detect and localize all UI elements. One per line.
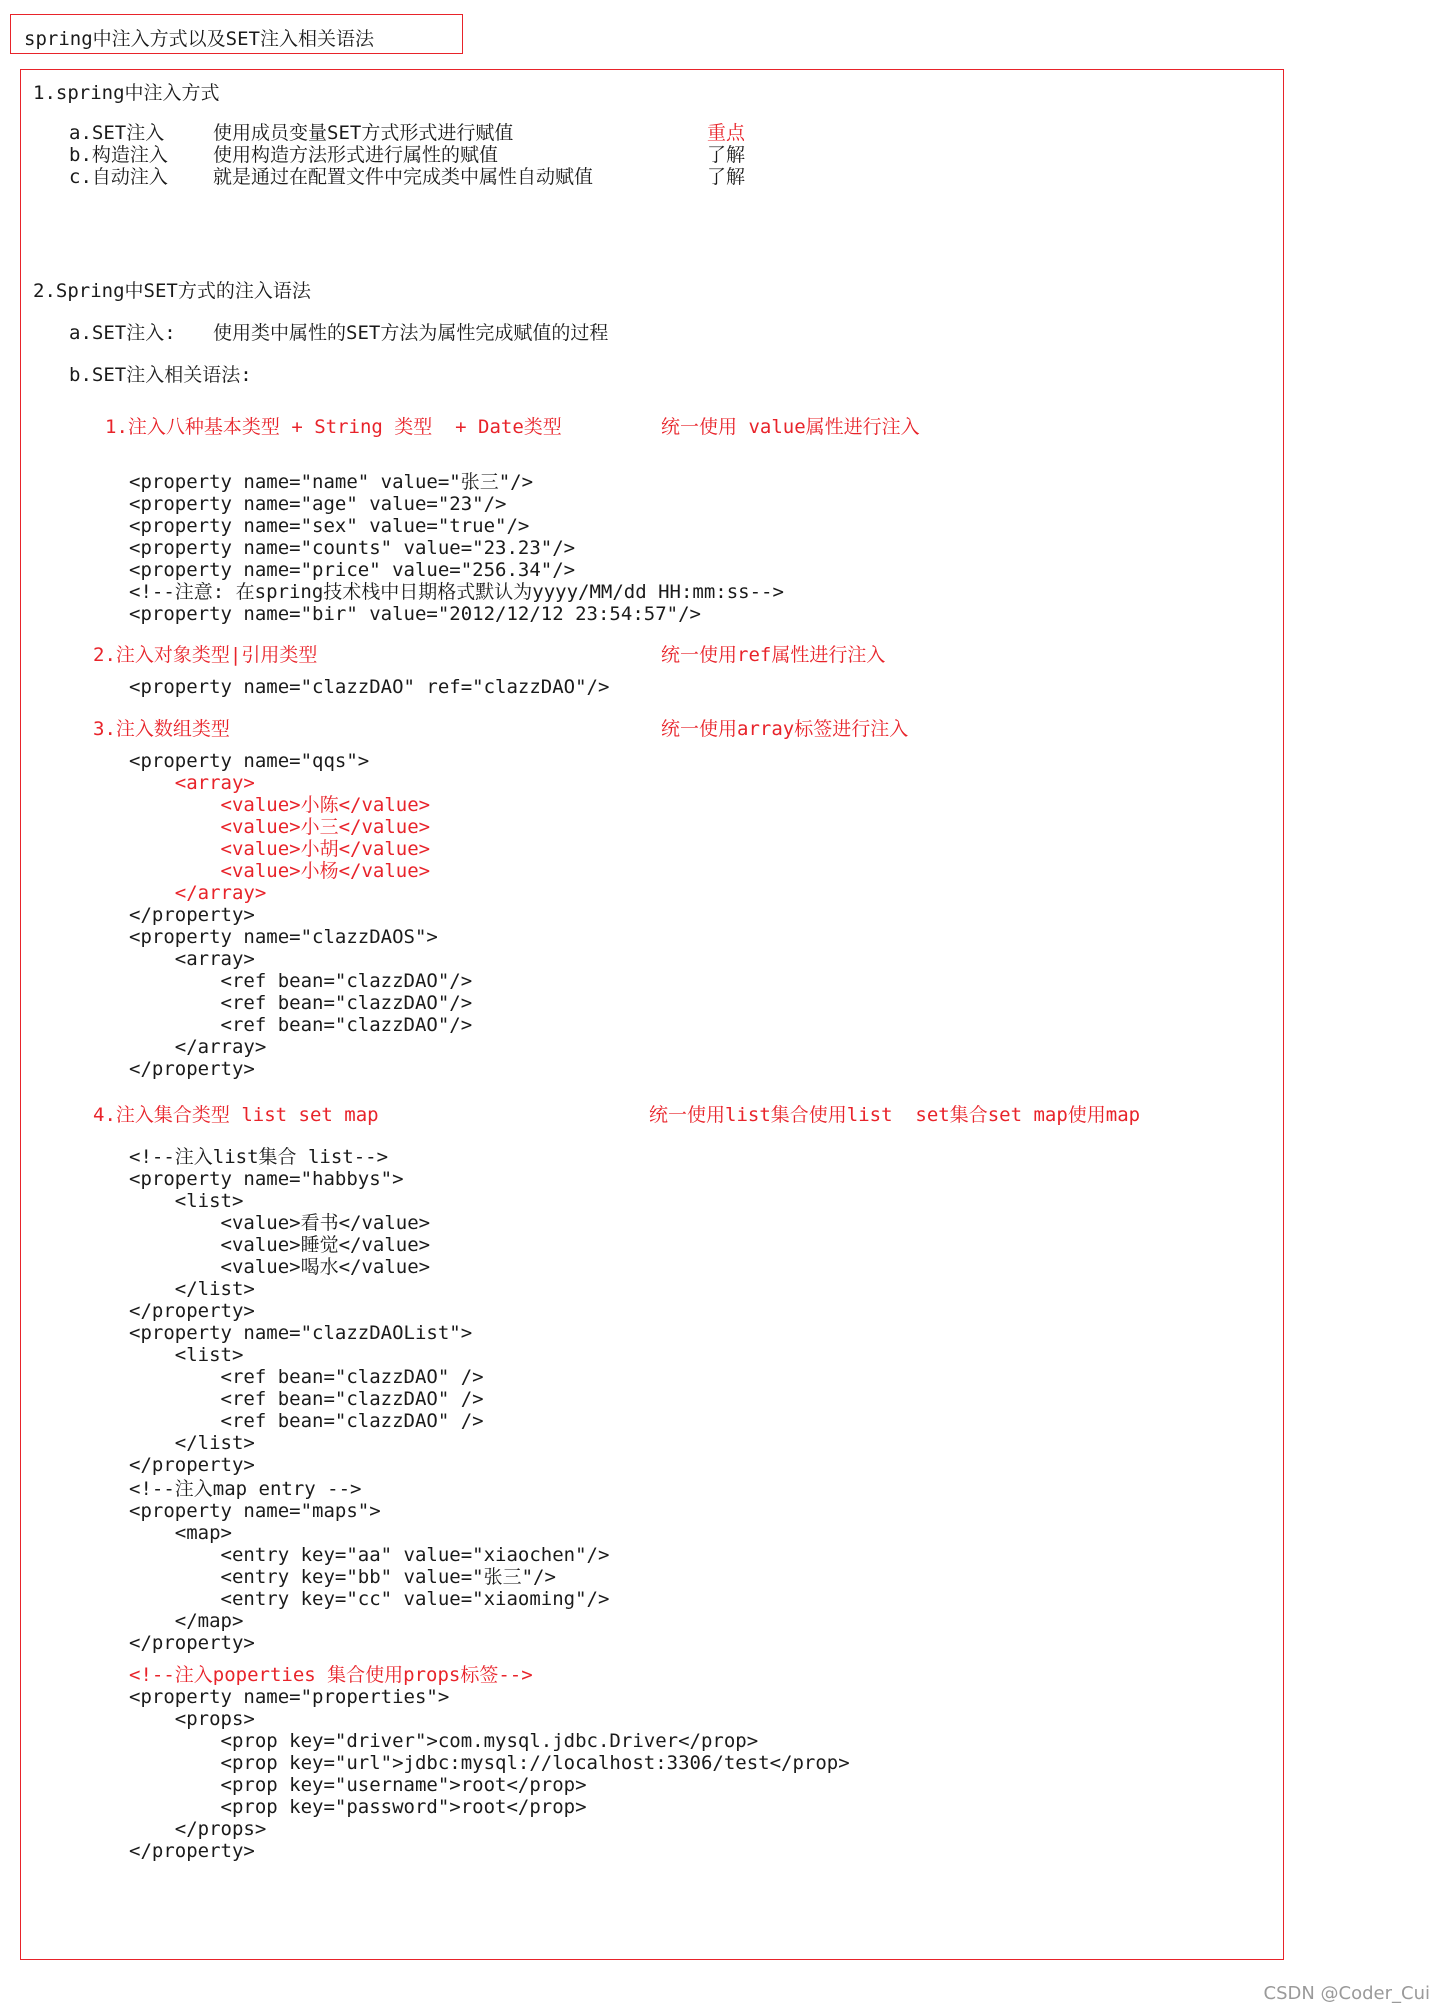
code-line: <props> — [129, 1708, 255, 1730]
code-line: <property name="clazzDAOList"> — [129, 1322, 473, 1344]
code-line: <ref bean="clazzDAO"/> — [129, 970, 473, 992]
code-line: <!--注入poperties 集合使用props标签--> — [129, 1664, 533, 1686]
code-line: <property name="maps"> — [129, 1500, 381, 1522]
code-line: <list> — [129, 1344, 244, 1366]
code-line: <property name="counts" value="23.23"/> — [129, 537, 576, 559]
code-line: <ref bean="clazzDAO"/> — [129, 992, 473, 1014]
watermark: CSDN @Coder_Cui — [1263, 1983, 1430, 2004]
subsection-heading: 2.注入对象类型|引用类型 — [93, 644, 318, 666]
code-line: <ref bean="clazzDAO"/> — [129, 1014, 473, 1036]
code-line: <!--注入list集合 list--> — [129, 1146, 389, 1168]
code-line: <array> — [129, 948, 255, 970]
code-line: </list> — [129, 1432, 255, 1454]
code-line: </property> — [129, 1454, 255, 1476]
title-box — [10, 14, 463, 54]
set-injection-label: a.SET注入: — [69, 322, 176, 344]
code-line: <!--注意: 在spring技术栈中日期格式默认为yyyy/MM/dd HH:mm:ss--> — [129, 581, 784, 603]
code-line: <property name="habbys"> — [129, 1168, 404, 1190]
section-heading: 1.spring中注入方式 — [33, 82, 220, 104]
subsection-heading: 1.注入八种基本类型 + String 类型 + Date类型 — [105, 416, 562, 438]
subsection-rule: 统一使用array标签进行注入 — [661, 718, 909, 740]
code-line: <map> — [129, 1522, 232, 1544]
importance-note: 重点 — [707, 122, 746, 144]
code-line: <prop key="username">root</prop> — [129, 1774, 587, 1796]
importance-note: 了解 — [707, 166, 746, 188]
code-line: <!--注入map entry --> — [129, 1478, 362, 1500]
code-line: <entry key="cc" value="xiaoming"/> — [129, 1588, 610, 1610]
code-line: <property name="clazzDAO" ref="clazzDAO"/> — [129, 676, 610, 698]
injection-method-label: b.构造注入 — [69, 144, 168, 166]
injection-method-label: a.SET注入 — [69, 122, 165, 144]
code-line: </map> — [129, 1610, 244, 1632]
code-line: <value>小三</value> — [129, 816, 431, 838]
injection-method-label: c.自动注入 — [69, 166, 168, 188]
code-line: <prop key="url">jdbc:mysql://localhost:3306/test</prop> — [129, 1752, 850, 1774]
code-line: </props> — [129, 1818, 267, 1840]
code-line: <property name="name" value="张三"/> — [129, 471, 534, 493]
code-line: <property name="price" value="256.34"/> — [129, 559, 576, 581]
injection-method-desc: 就是通过在配置文件中完成类中属性自动赋值 — [213, 166, 594, 188]
code-line: <ref bean="clazzDAO" /> — [129, 1388, 484, 1410]
set-injection-desc: 使用类中属性的SET方法为属性完成赋值的过程 — [213, 322, 609, 344]
code-line: <property name="qqs"> — [129, 750, 370, 772]
code-line: <ref bean="clazzDAO" /> — [129, 1366, 484, 1388]
subsection-heading: 3.注入数组类型 — [93, 718, 230, 740]
section-heading: 2.Spring中SET方式的注入语法 — [33, 280, 311, 302]
code-line: </property> — [129, 904, 255, 926]
code-line: <value>小杨</value> — [129, 860, 431, 882]
code-line: <value>看书</value> — [129, 1212, 431, 1234]
code-line: <prop key="driver">com.mysql.jdbc.Driver</prop> — [129, 1730, 759, 1752]
content-box — [20, 69, 1284, 1960]
injection-method-desc: 使用构造方法形式进行属性的赋值 — [213, 144, 499, 166]
subsection-heading: 4.注入集合类型 list set map — [93, 1104, 379, 1126]
code-line: <value>小陈</value> — [129, 794, 431, 816]
code-line: </array> — [129, 1036, 267, 1058]
code-line: <property name="bir" value="2012/12/12 23:54:57"/> — [129, 603, 701, 625]
subsection-rule: 统一使用ref属性进行注入 — [661, 644, 886, 666]
subsection-rule: 统一使用 value属性进行注入 — [661, 416, 920, 438]
code-line: <ref bean="clazzDAO" /> — [129, 1410, 484, 1432]
code-line: </property> — [129, 1632, 255, 1654]
code-line: <value>小胡</value> — [129, 838, 431, 860]
code-line: <entry key="aa" value="xiaochen"/> — [129, 1544, 610, 1566]
code-line: <property name="sex" value="true"/> — [129, 515, 530, 537]
code-line: <value>喝水</value> — [129, 1256, 431, 1278]
code-line: <list> — [129, 1190, 244, 1212]
code-line: <property name="clazzDAOS"> — [129, 926, 438, 948]
subsection-rule: 统一使用list集合使用list set集合set map使用map — [649, 1104, 1141, 1126]
code-line: <property name="properties"> — [129, 1686, 450, 1708]
importance-note: 了解 — [707, 144, 746, 166]
code-line: </property> — [129, 1300, 255, 1322]
code-line: </list> — [129, 1278, 255, 1300]
code-line: <property name="age" value="23"/> — [129, 493, 507, 515]
syntax-label: b.SET注入相关语法: — [69, 364, 252, 386]
code-line: <prop key="password">root</prop> — [129, 1796, 587, 1818]
page-title: spring中注入方式以及SET注入相关语法 — [24, 28, 374, 50]
code-line: <array> — [129, 772, 255, 794]
code-line: <entry key="bb" value="张三"/> — [129, 1566, 556, 1588]
code-line: </array> — [129, 882, 267, 904]
code-line: <value>睡觉</value> — [129, 1234, 431, 1256]
code-line: </property> — [129, 1058, 255, 1080]
code-line: </property> — [129, 1840, 255, 1862]
injection-method-desc: 使用成员变量SET方式形式进行赋值 — [213, 122, 514, 144]
